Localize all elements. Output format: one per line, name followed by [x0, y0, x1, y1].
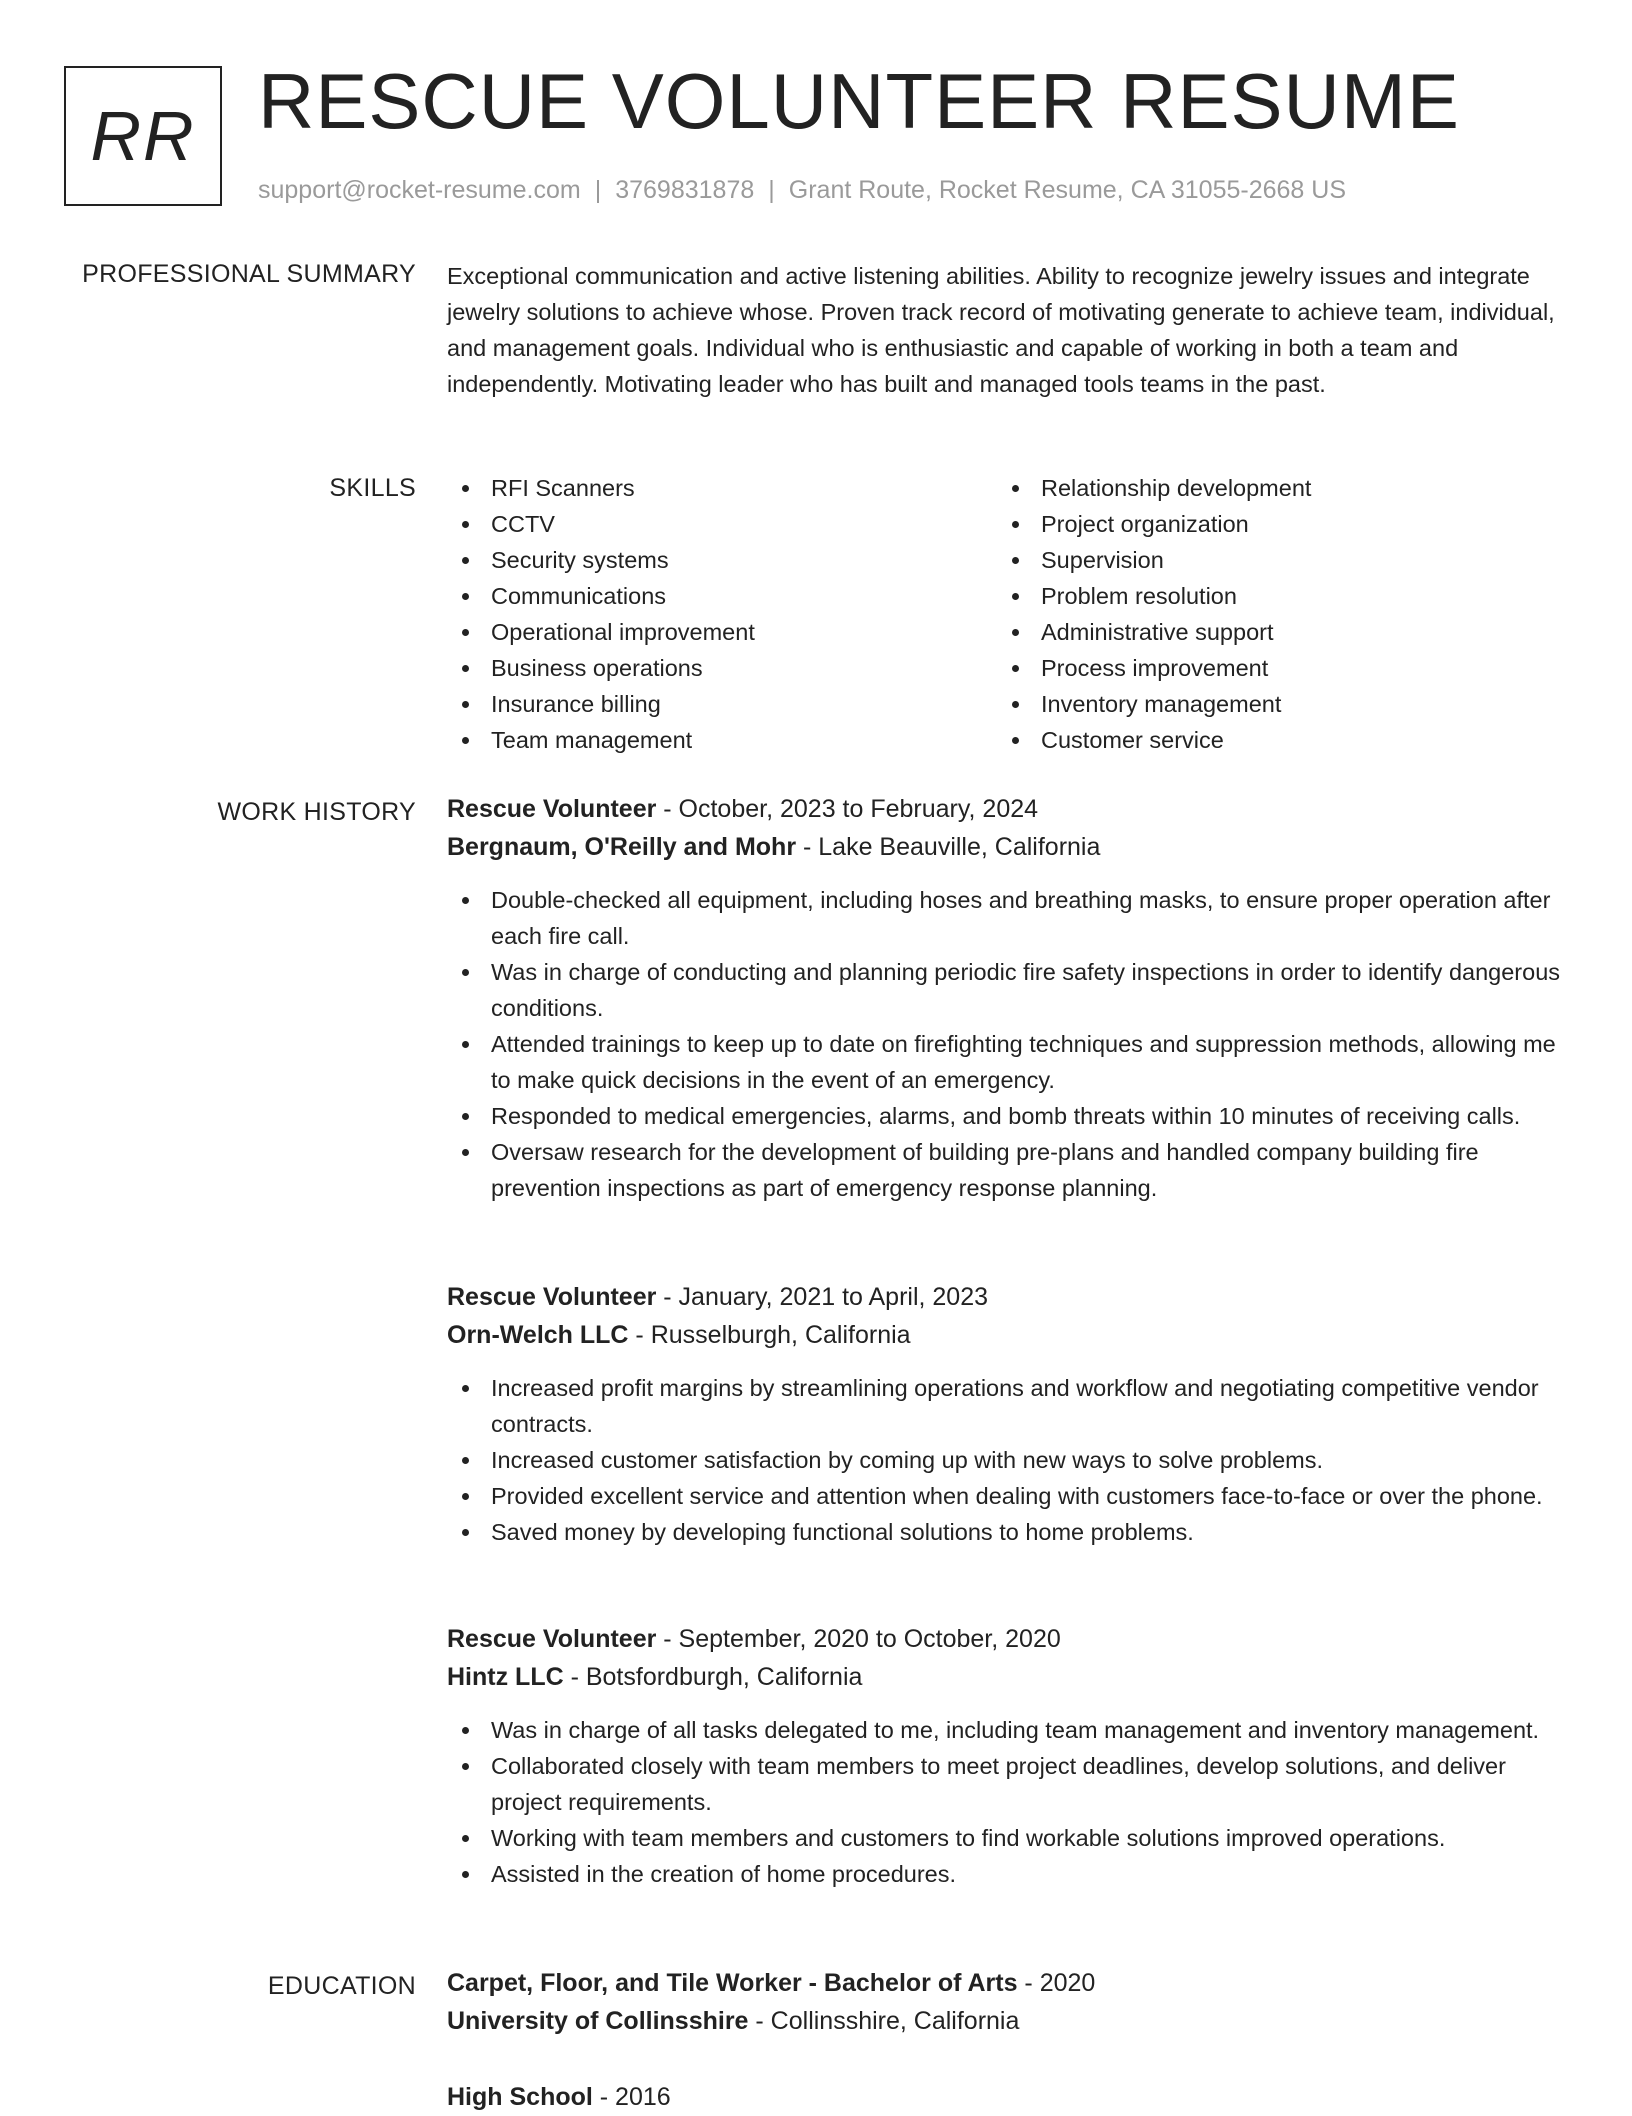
job-company-line	[447, 1658, 1567, 1696]
job-duty: Oversaw research for the development of building pre-plans and handled company building fire prevention inspections as part of emergency response planning.	[447, 1134, 1567, 1206]
skill-item: Operational improvement	[447, 614, 997, 650]
job-entry	[447, 790, 1567, 1206]
job-duty: Collaborated closely with team members to meet project deadlines, develop solutions, and deliver project requirements.	[447, 1748, 1567, 1820]
contact-separator: |	[768, 176, 775, 204]
skill-item: Process improvement	[997, 650, 1547, 686]
summary-text: Exceptional communication and active listening abilities. Ability to recognize jewelry issues and integrate jewelry solutions to achieve whose. Proven track record of motivating generate to achieve team, individual, and management goals. Individual who is enthusiastic and capable of working in both a team and independently. Motivating leader who has built and managed tools teams in the past.	[447, 263, 1555, 397]
degree-year: - 2016	[592, 2083, 671, 2111]
skill-item: Project organization	[997, 506, 1547, 542]
contact-email[interactable]: support@rocket-resume.com	[258, 176, 581, 204]
job-company-line	[447, 1316, 1567, 1354]
school: University of Collinsshire	[447, 2007, 749, 2035]
job-duty: Double-checked all equipment, including hoses and breathing masks, to ensure proper operation after each fire call.	[447, 882, 1567, 954]
job-duty: Attended trainings to keep up to date on firefighting techniques and suppression methods, allowing me to make quick decisions in the event of an emergency.	[447, 1026, 1567, 1098]
skill-item: Team management	[447, 722, 997, 758]
contact-phone[interactable]: 3769831878	[615, 176, 755, 204]
skill-item: Problem resolution	[997, 578, 1547, 614]
skills-heading: SKILLS	[329, 474, 416, 502]
job-title-line	[447, 1278, 1567, 1316]
monogram-initials: RR	[90, 97, 196, 175]
education-entry	[447, 2078, 1567, 2116]
job-dates: - October, 2023 to February, 2024	[656, 795, 1039, 823]
work-history-heading: WORK HISTORY	[217, 798, 416, 826]
skill-item: Administrative support	[997, 614, 1547, 650]
degree: Carpet, Floor, and Tile Worker - Bachelor of Arts	[447, 1969, 1018, 1997]
skill-item: Supervision	[997, 542, 1547, 578]
job-duty: Increased profit margins by streamlining operations and workflow and negotiating competitive vendor contracts.	[447, 1370, 1567, 1442]
contact-address: Grant Route, Rocket Resume, CA 31055-2668 US	[788, 176, 1347, 204]
contact-separator: |	[594, 176, 602, 204]
job-duty: Working with team members and customers to find workable solutions improved operations.	[447, 1820, 1567, 1856]
skill-item: Insurance billing	[447, 686, 997, 722]
job-company: Bergnaum, O'Reilly and Mohr	[447, 833, 797, 861]
job-location: - Botsfordburgh, California	[563, 1663, 863, 1691]
resume-title: RESCUE VOLUNTEER RESUME	[258, 57, 1460, 145]
job-company: Orn-Welch LLC	[447, 1321, 629, 1349]
job-title-line	[447, 790, 1567, 828]
job-duties	[447, 882, 1567, 1206]
degree-line	[447, 2078, 1567, 2116]
education-entry	[447, 1964, 1567, 2040]
skill-item: Customer service	[997, 722, 1547, 758]
job-dates: - January, 2021 to April, 2023	[656, 1283, 989, 1311]
education-heading: EDUCATION	[267, 1972, 416, 2000]
skills-list-left	[447, 470, 997, 758]
summary-heading: PROFESSIONAL SUMMARY	[82, 260, 416, 288]
skill-item: Relationship development	[997, 470, 1547, 506]
job-entry	[447, 1278, 1567, 1550]
job-company-line	[447, 828, 1567, 866]
job-entry	[447, 1620, 1567, 1892]
job-company: Hintz LLC	[447, 1663, 564, 1691]
job-title: Rescue Volunteer	[447, 1625, 657, 1653]
degree-line	[447, 1964, 1567, 2002]
skill-item: Security systems	[447, 542, 997, 578]
contact-line	[258, 174, 1346, 206]
job-dates: - September, 2020 to October, 2020	[656, 1625, 1061, 1653]
job-location: - Lake Beauville, California	[796, 833, 1101, 861]
job-duty: Was in charge of conducting and planning periodic fire safety inspections in order to identify dangerous conditions.	[447, 954, 1567, 1026]
school-line	[447, 2002, 1567, 2040]
school-location: - Collinsshire, California	[748, 2007, 1020, 2035]
degree-year: - 2020	[1017, 1969, 1096, 1997]
job-title: Rescue Volunteer	[447, 795, 657, 823]
job-duties	[447, 1712, 1567, 1892]
skill-item: Inventory management	[997, 686, 1547, 722]
skills-list-right	[997, 470, 1547, 758]
job-duties	[447, 1370, 1567, 1550]
skill-item: Business operations	[447, 650, 997, 686]
job-duty: Increased customer satisfaction by coming up with new ways to solve problems.	[447, 1442, 1567, 1478]
job-duty: Saved money by developing functional solutions to home problems.	[447, 1514, 1567, 1550]
skill-item: RFI Scanners	[447, 470, 997, 506]
job-title: Rescue Volunteer	[447, 1283, 657, 1311]
job-location: - Russelburgh, California	[628, 1321, 911, 1349]
skill-item: CCTV	[447, 506, 997, 542]
job-duty: Provided excellent service and attention when dealing with customers face-to-face or over the phone.	[447, 1478, 1567, 1514]
skill-item: Communications	[447, 578, 997, 614]
job-duty: Assisted in the creation of home procedures.	[447, 1856, 1567, 1892]
job-duty: Responded to medical emergencies, alarms, and bomb threats within 10 minutes of receiving calls.	[447, 1098, 1567, 1134]
job-duty: Was in charge of all tasks delegated to me, including team management and inventory management.	[447, 1712, 1567, 1748]
monogram-logo	[64, 66, 222, 206]
degree: High School	[447, 2083, 593, 2111]
job-title-line	[447, 1620, 1567, 1658]
